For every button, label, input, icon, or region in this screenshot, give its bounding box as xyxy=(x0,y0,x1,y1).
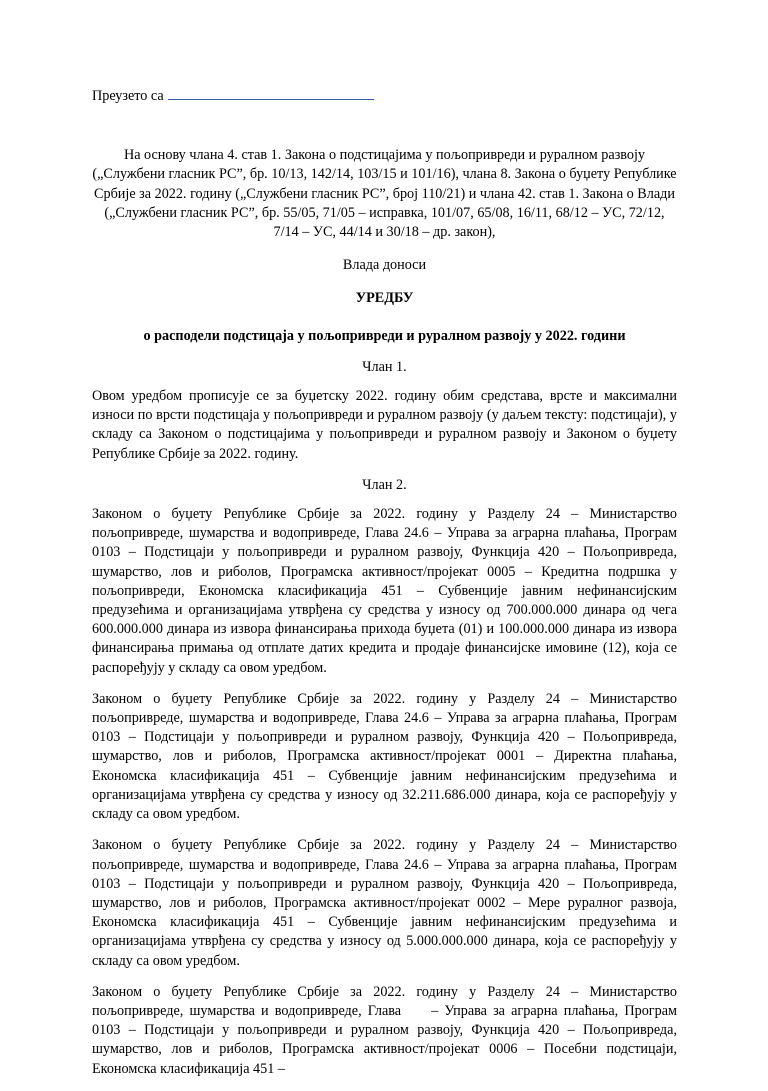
preamble: На основу члана 4. став 1. Закона о подстицајима у пољопривреди и руралном развоју („Службени гласник РС”, бр. 10/13, 142/14, 103/15 и 101/16), члана 8. Закона о буџету Републике Србије за 2022. годину („Службени гласник РС”, број 110/21) и члана 42. став 1. Закона о Влади („Службени гласник РС”, бр. 55/05, 71/05 – исправка, 101/07, 65/08, 16/11, 68/12 – УС, 72/12, 7/14 – УС, 44/14 и 30/18 – др. закон), xyxy=(92,147,677,241)
source-link-blank[interactable] xyxy=(168,84,374,100)
decree-title: УРЕДБУ xyxy=(355,290,414,307)
article-1-heading: Члан 1. xyxy=(362,358,407,375)
source-line xyxy=(92,84,677,106)
decree-subtitle: о расподели подстицаја у пољопривреди и руралном развоју у 2022. години xyxy=(143,327,626,344)
article-2-paragraph-4-part-2: – Управа за аграрна плаћања, Програм 0103 – Подстицаји у пољопривреди и руралном развоју, Функција 420 – Пољопривреда, шумарство, лов и риболов, Програмска активност/пројекат 0006 – Посебни подстицаји, Економска класификација 451 – xyxy=(92,1002,677,1077)
article-2-paragraph-4 xyxy=(92,983,677,1079)
article-2-paragraph-1: Законом о буџету Републике Србије за 2022. годину у Разделу 24 – Министарство пољопривреде, шумарства и водопривреде, Глава 24.6 – Управа за аграрна плаћања, Програм 0103 – Подстицаји у пољопривреди и руралном развоју, Функција 420 – Пољопривреда, шумарство, лов и риболов, Програмска активност/пројекат 0005 – Кредитна подршка у пољопривреди, Економска класификација 451 – Субвенције јавним нефинансијским предузећима и организацијама утврђена су средства у износу од 700.000.000 динара од чега 600.000.000 динара из извора финансирања прихода буџета (01) и 100.000.000 динара из извора финансирања примања од отплате датих кредита и продаје финансијске имовине (12), која се распоређују у складу са овом уредбом. xyxy=(92,506,677,676)
article-1-text: Овом уредбом прописује се за буџетску 2022. годину обим средстава, врсте и максимални износи по врсти подстицаја у пољопривреди и руралном развоју (у даљем тексту: подстицаји), у складу са Законом о подстицајима у пољопривреди и руралном развоју и Законом о буџету Републике Србије за 2022. годину. xyxy=(92,388,677,462)
article-2-paragraph-3: Законом о буџету Републике Србије за 2022. годину у Разделу 24 – Министарство пољопривреде, шумарства и водопривреде, Глава 24.6 – Управа за аграрна плаћања, Програм 0103 – Подстицаји у пољопривреди и руралном развоју, Функција 420 – Пољопривреда, шумарство, лов и риболов, Програмска активност/пројекат 0002 – Мере руралног развоја, Економска класификација 451 – Субвенције јавним нефинансијским предузећима и организацијама утврђена су средства у износу од 5.000.000.000 динара, која се распоређују у складу са овом уредбом. xyxy=(92,837,677,969)
document-page xyxy=(92,84,677,1091)
source-label: Преузето са xyxy=(92,88,164,104)
article-2-paragraph-2: Законом о буџету Републике Србије за 2022. годину у Разделу 24 – Министарство пољопривреде, шумарства и водопривреде, Глава 24.6 – Управа за аграрна плаћања, Програм 0103 – Подстицаји у пољопривреди и руралном развоју, Функција 420 – Пољопривреда, шумарство, лов и риболов, Програмска активност/пројекат 0001 – Директна плаћања, Економска класификација 451 – Субвенције јавним нефинансијским предузећима и организацијама утврђена су средства у износу од 32.211.686.000 динара, која се распоређују у складу са овом уредбом. xyxy=(92,690,677,823)
article-2-paragraph-4-part-1: Законом о буџету Републике Србије за 2022. годину у Разделу 24 – Министарство пољопривреде, шумарства и водопривреде, Глава xyxy=(92,983,677,1019)
article-2-heading: Члан 2. xyxy=(362,476,407,493)
government-enacts: Влада доноси xyxy=(342,257,427,274)
